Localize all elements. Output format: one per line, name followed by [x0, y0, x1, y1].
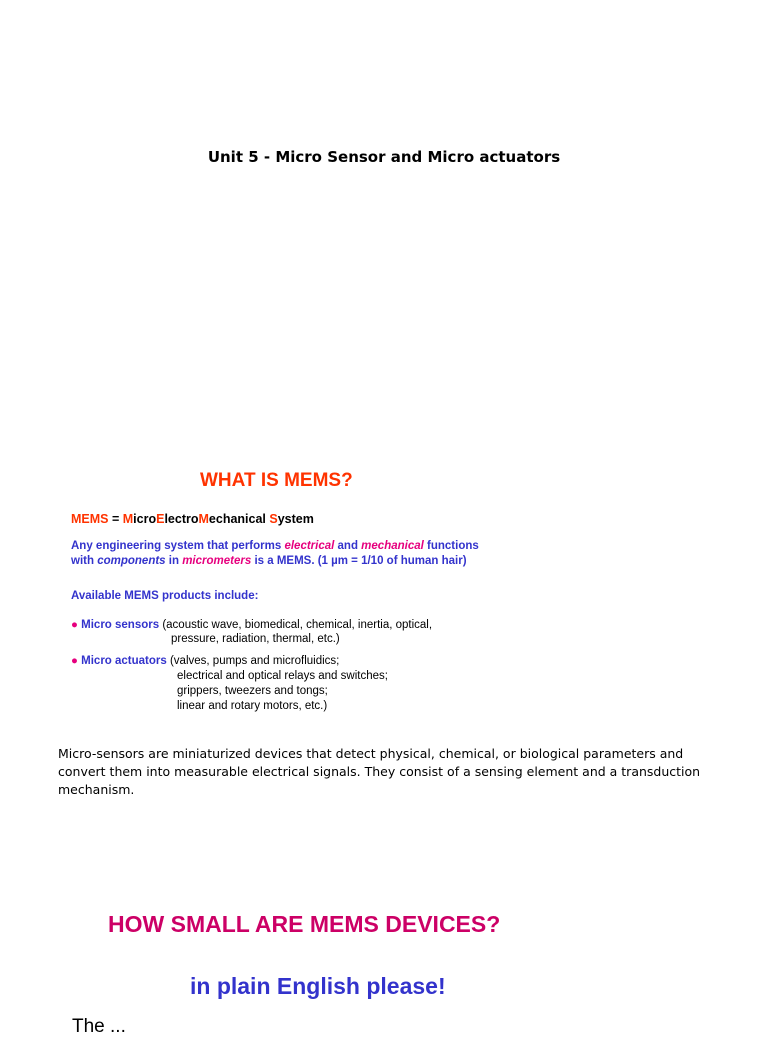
bullet-icon: ● — [71, 619, 78, 631]
micro-actuators-continuation-3: linear and rotary motors, etc.) — [177, 700, 328, 712]
micro-actuators-item: ● Micro actuators (valves, pumps and microfluidics; — [71, 655, 340, 667]
slide-heading: WHAT IS MEMS? — [200, 470, 353, 491]
micro-actuators-continuation-2: grippers, tweezers and tongs; — [177, 685, 328, 697]
mems-description-line-1: Any engineering system that performs electrical and mechanical functions — [71, 540, 479, 552]
micro-sensors-item: ● Micro sensors (acoustic wave, biomedical, chemical, inertia, optical, — [71, 619, 433, 631]
micro-actuators-continuation-1: electrical and optical relays and switches; — [177, 670, 388, 682]
plain-english-subheading: in plain English please! — [190, 973, 446, 999]
micro-sensors-continuation: pressure, radiation, thermal, etc.) — [171, 633, 340, 645]
mems-description-line-2: with components in micrometers is a MEMS. (1 µm = 1/10 of human hair) — [71, 555, 467, 567]
page-title: Unit 5 - Micro Sensor and Micro actuators — [207, 148, 561, 166]
what-is-mems-slide — [60, 462, 530, 720]
cut-off-text: The ... — [72, 1016, 126, 1037]
mems-definition: MEMS = MicroElectroMechanical System — [71, 512, 314, 526]
how-small-heading: HOW SMALL ARE MEMS DEVICES? — [108, 911, 501, 937]
bullet-icon: ● — [71, 655, 78, 667]
micro-sensors-paragraph: Micro-sensors are miniaturized devices that detect physical, chemical, or biological parameters and convert them into measurable electrical signals. They consist of a sensing element and a transduction mechanism. — [58, 746, 701, 797]
available-products-label: Available MEMS products include: — [71, 590, 259, 602]
